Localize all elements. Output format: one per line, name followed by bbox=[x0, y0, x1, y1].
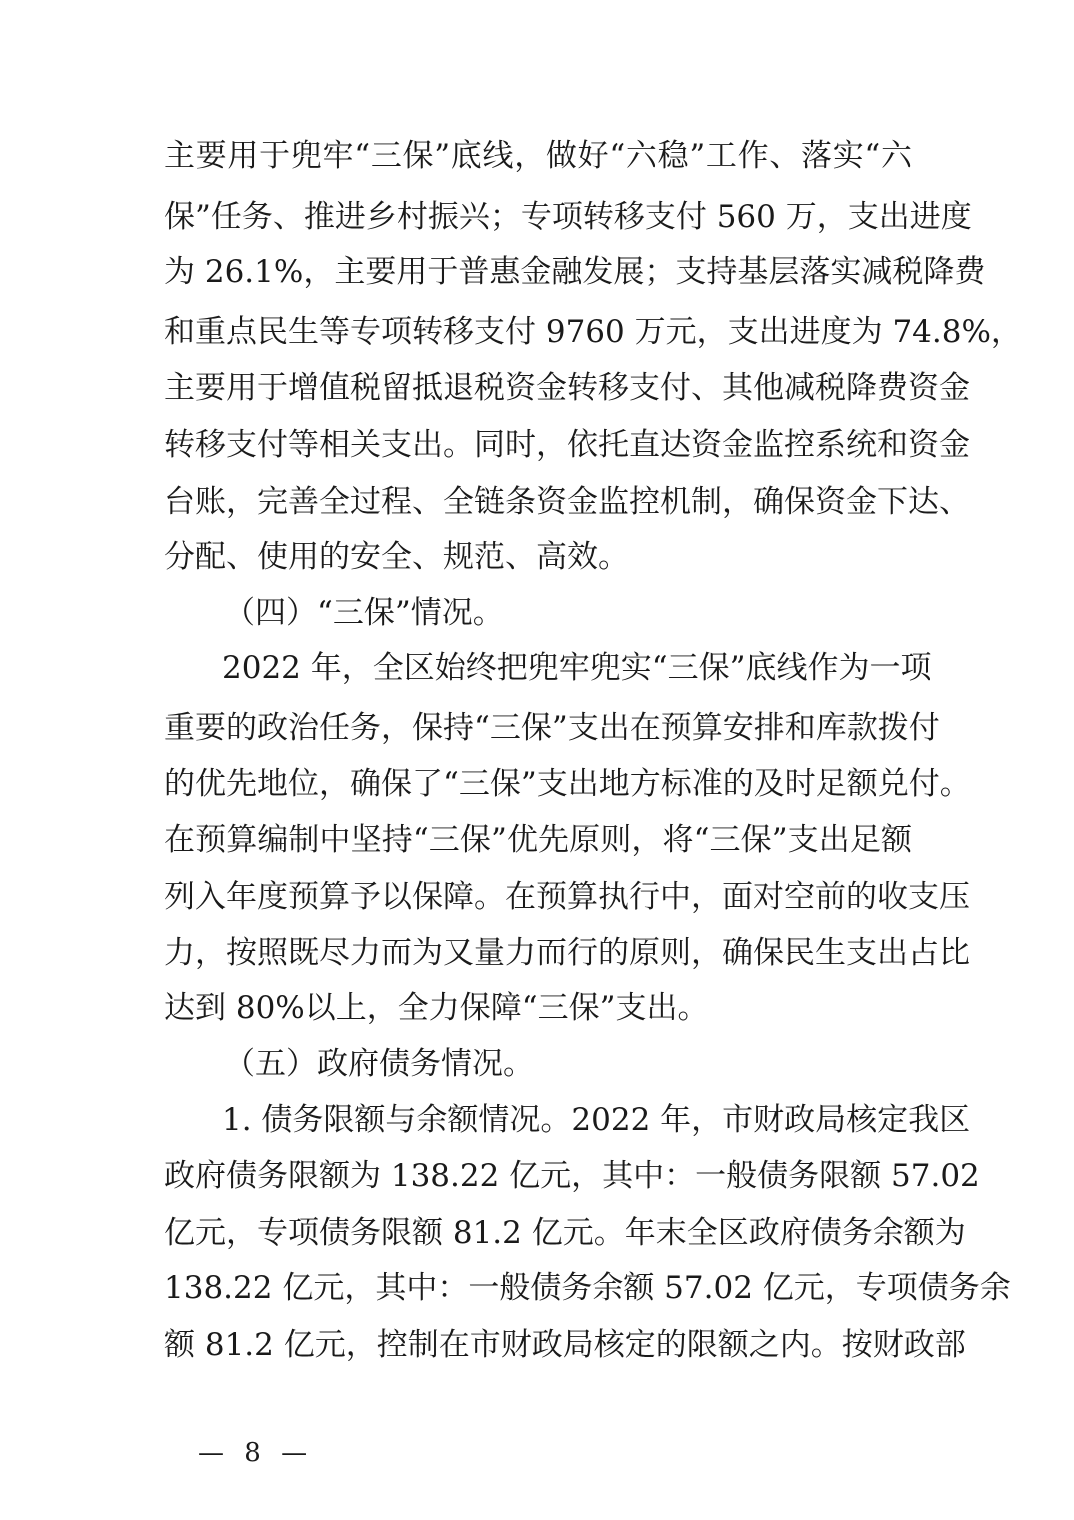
body-text-line: 分配、使用的安全、规范、高效。 bbox=[164, 539, 629, 575]
body-text-line: 138.22 亿元，其中：一般债务余额 57.02 亿元，专项债务余 bbox=[164, 1270, 1011, 1306]
paragraph-first-line: 2022 年，全区始终把兜牢兜实“三保”底线作为一项 bbox=[222, 650, 932, 686]
body-text-line: 主要用于兜牢“三保”底线，做好“六稳”工作、落实“六 bbox=[164, 138, 912, 174]
body-text-line: 在预算编制中坚持“三保”优先原则，将“三保”支出足额 bbox=[164, 822, 912, 858]
body-text-line: 保”任务、推进乡村振兴；专项转移支付 560 万，支出进度 bbox=[164, 199, 972, 235]
body-text-line: 力，按照既尽力而为又量力而行的原则，确保民生支出占比 bbox=[164, 935, 970, 971]
body-text-line: 主要用于增值税留抵退税资金转移支付、其他减税降费资金 bbox=[164, 370, 970, 406]
body-text-line: 和重点民生等专项转移支付 9760 万元，支出进度为 74.8%， bbox=[164, 314, 1022, 350]
section-heading-four: （四）“三保”情况。 bbox=[224, 595, 504, 631]
body-text-line: 重要的政治任务，保持“三保”支出在预算安排和库款拨付 bbox=[164, 710, 940, 746]
paragraph-first-line: 1. 债务限额与余额情况。2022 年，市财政局核定我区 bbox=[222, 1102, 971, 1138]
body-text-line: 转移支付等相关支出。同时，依托直达资金监控系统和资金 bbox=[164, 427, 970, 463]
page-number: — 8 — bbox=[198, 1438, 314, 1468]
section-heading-five: （五）政府债务情况。 bbox=[224, 1046, 534, 1082]
body-text-line: 额 81.2 亿元，控制在市财政局核定的限额之内。按财政部 bbox=[164, 1327, 966, 1363]
body-text-line: 的优先地位，确保了“三保”支出地方标准的及时足额兑付。 bbox=[164, 766, 971, 802]
body-text-line: 政府债务限额为 138.22 亿元，其中：一般债务限额 57.02 bbox=[164, 1158, 980, 1194]
body-text-line: 台账，完善全过程、全链条资金监控机制，确保资金下达、 bbox=[164, 484, 970, 520]
body-text-line: 亿元，专项债务限额 81.2 亿元。年末全区政府债务余额为 bbox=[164, 1215, 966, 1251]
body-text-line: 达到 80%以上，全力保障“三保”支出。 bbox=[164, 990, 709, 1026]
body-text-line: 为 26.1%，主要用于普惠金融发展；支持基层落实减税降费 bbox=[164, 254, 986, 290]
body-text-line: 列入年度预算予以保障。在预算执行中，面对空前的收支压 bbox=[164, 879, 970, 915]
